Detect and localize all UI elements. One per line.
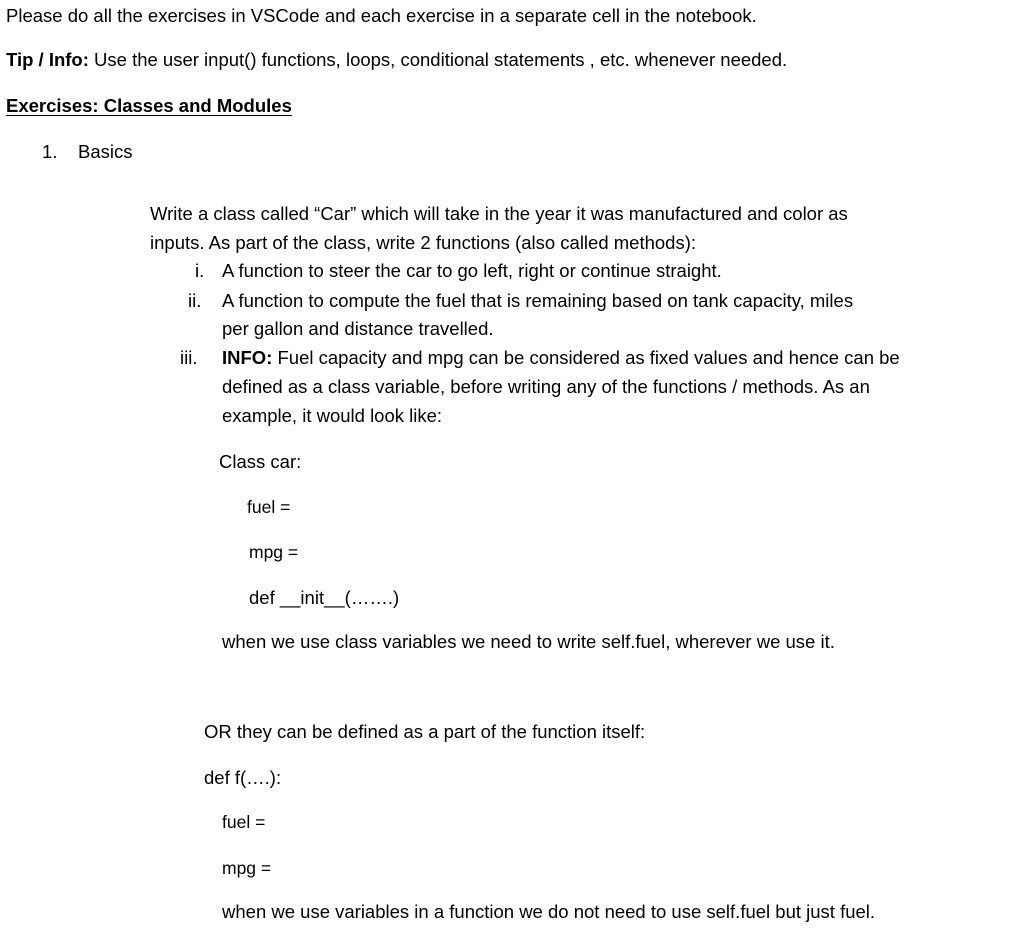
intro-instruction: Please do all the exercises in VSCode and each exercise in a separate cell in the notebook. bbox=[6, 5, 757, 26]
code-fuel-line-2: fuel = bbox=[222, 812, 266, 832]
info-text: Fuel capacity and mpg can be considered as fixed values and hence can be bbox=[272, 347, 900, 368]
tip-line bbox=[6, 48, 787, 72]
task-line-2: inputs. As part of the class, write 2 functions (also called methods): bbox=[150, 232, 697, 253]
tip-text: Use the user input() functions, loops, conditional statements , etc. whenever needed. bbox=[88, 49, 788, 70]
code-init-line: def __init__(…….) bbox=[249, 587, 400, 608]
subitem-iii-text-1 bbox=[222, 346, 900, 370]
code-fuel-line: fuel = bbox=[247, 497, 291, 517]
example2-intro: OR they can be defined as a part of the function itself: bbox=[204, 721, 646, 742]
subitem-marker-i: i. bbox=[195, 260, 205, 281]
section-heading bbox=[6, 94, 292, 118]
subitem-iii-text-3: example, it would look like: bbox=[222, 405, 443, 426]
subitem-iii-text-2: defined as a class variable, before writing any of the functions / methods. As an bbox=[222, 376, 870, 397]
subitem-ii-text-1: A function to compute the fuel that is remaining based on tank capacity, miles bbox=[222, 290, 854, 311]
section-heading-text: Exercises: Classes and Modules bbox=[6, 95, 292, 116]
code-mpg-line: mpg = bbox=[249, 542, 299, 562]
example1-note: when we use class variables we need to write self.fuel, wherever we use it. bbox=[222, 631, 835, 652]
subitem-marker-ii: ii. bbox=[188, 290, 202, 311]
tip-label: Tip / Info: bbox=[6, 49, 89, 70]
code-def-line: def f(….): bbox=[204, 767, 282, 788]
example2-note: when we use variables in a function we do not need to use self.fuel but just fuel. bbox=[222, 901, 876, 922]
list-item-number: 1. bbox=[42, 141, 58, 162]
task-line-1: Write a class called “Car” which will take in the year it was manufactured and color as bbox=[150, 203, 848, 224]
info-label: INFO: bbox=[222, 347, 273, 368]
list-item-title: Basics bbox=[78, 141, 133, 162]
code-class-line: Class car: bbox=[219, 451, 302, 472]
subitem-i-text: A function to steer the car to go left, right or continue straight. bbox=[222, 260, 722, 281]
subitem-ii-text-2: per gallon and distance travelled. bbox=[222, 318, 494, 339]
subitem-marker-iii: iii. bbox=[180, 347, 198, 368]
code-mpg-line-2: mpg = bbox=[222, 858, 272, 878]
